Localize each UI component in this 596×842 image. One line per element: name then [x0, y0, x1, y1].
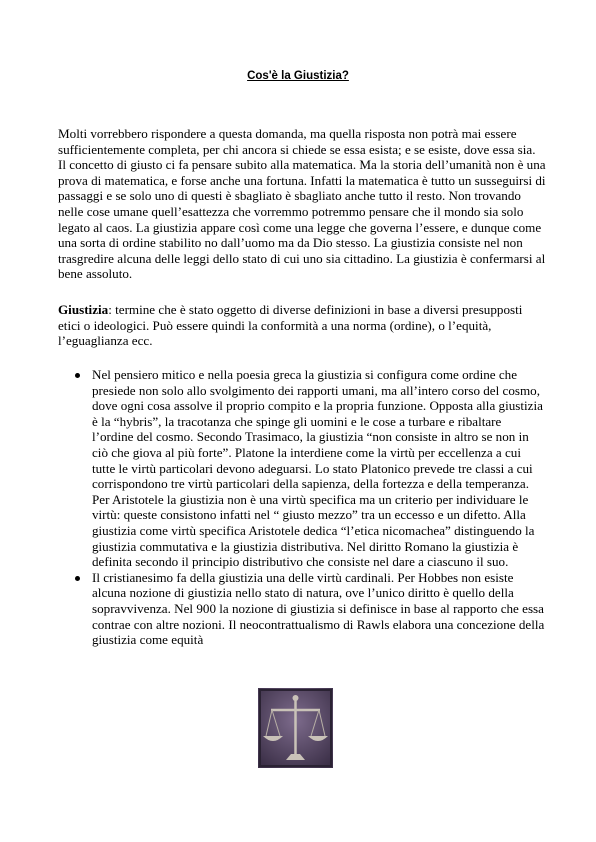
definition-text: : termine che è stato oggetto di diverse definizioni in base a diversi presupposti etici o ideologici. Può essere quindi la conformità a una norma (ordine), o l’equità, l’eguaglianza ecc. — [58, 302, 523, 349]
bullet-icon — [75, 373, 80, 378]
scales-of-justice-icon — [258, 688, 333, 768]
list-item-text: Nel pensiero mitico e nella poesia greca la giustizia si configura come ordine che presiede non solo allo svolgimento dei rapporti umani, ma all’intero corso del cosmo, dove ogni cosa assolve il proprio compito e la propria funzione. Opposta alla giustizia è la “hybris”, la tracotanza che spinge gli uomini e le cose a turbare e ribaltare l’ordine del cosmo. Secondo Trasimaco, la giustizia “non consiste in altro se non in ciò che giova al più forte”. Platone la interdiene come la virtù per eccellenza a cui tutte le virtù particolari devono adeguarsi. Lo stato Platonico prevede tre classi a cui corrispondono tre virtù particolari della sapienza, della fortezza e della temperanza. Per Aristotele la giustizia non è una virtù specifica ma un criterio per individuare le virtù: queste consistono infatti nel “ giusto mezzo” tra un eccesso e un difetto. Alla giustizia come virtù specifica Aristotele dedica “l’etica nicomachea” distinguendo la giustizia commutativa e la giustizia distributiva. Nel diritto Romano la giustizia è definita secondo il principio distributivo che consiste nel dare a ciascuno il suo. — [92, 367, 543, 570]
list-item — [58, 367, 546, 570]
definition-paragraph — [58, 302, 546, 349]
history-list — [58, 367, 546, 648]
intro-paragraph: Molti vorrebbero rispondere a questa domanda, ma quella risposta non potrà mai essere sufficientemente completa, per chi ancora si chiede se essa esista; e se esiste, dove essa sia. Il concetto di giusto ci fa pensare subito alla matematica. Ma la storia dell’umanità non è una prova di matematica, e forse anche una fortuna. Infatti la matematica è tutto un susseguirsi di passaggi e se solo uno di questi è sbagliato è sbagliato anche tutto il resto. Non trovando nelle cose umane quell’esattezza che vorremmo potremmo pensare che il mondo sia solo legato al caos. La giustizia appare così come una legge che governa l’essere, e dunque come una sorta di ordine stabilito no dall’uomo ma da Dio stesso. La giustizia consiste nel non trasgredire alcuna delle leggi dello stato di cui uno sia cittadino. La giustizia è confermarsi al bene assoluto. — [58, 126, 546, 282]
list-item — [58, 570, 546, 648]
definition-term: Giustizia — [58, 302, 109, 317]
page-title: Cos'è la Giustizia? — [247, 70, 349, 82]
list-item-text: Il cristianesimo fa della giustizia una delle virtù cardinali. Per Hobbes non esiste alcuna nozione di giustizia nello stato di natura, ove l’unico diritto è quello della sopravvivenza. Nel 900 la nozione di giustizia si definisce in base al rapporto che essa contrae con altre nozioni. Il neocontrattualismo di Rawls elabora una concezione della giustizia come equità — [92, 569, 545, 648]
bullet-icon — [75, 576, 80, 581]
